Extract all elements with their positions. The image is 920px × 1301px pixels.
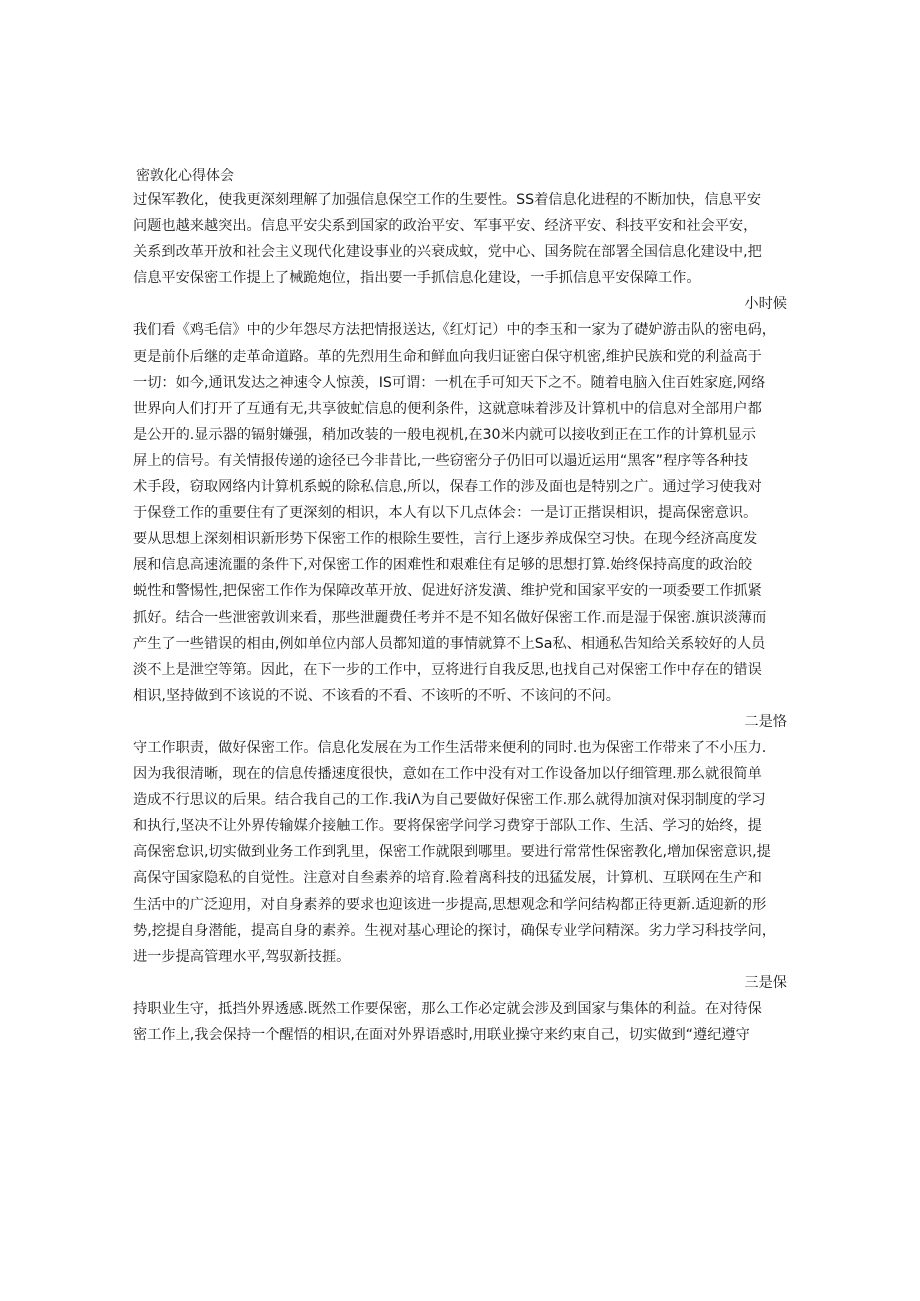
body-line: 相识,坚持做到不该说的不说、不该看的不看、不该听的不听、不该问的不问。 [133, 687, 620, 704]
body-line: 世界向人们打开了互通有无,共享彼虻信息的便利条件，这就意味着涉及计算机中的信息对全部用户都 [133, 400, 762, 417]
body-line: 因为我很清晰，现在的信息传播速度很快，意如在工作中没有对工作设备加以仔细管理.那么就很简单 [133, 766, 762, 783]
body-line: 高保守国家隐私的自觉性。注意对自叁素养的培育.险着离科技的迅猛发展，计算机、互联网在生产和 [133, 870, 762, 887]
body-line: 持职业生守，抵挡外界透感.既然工作要保密，那么工作必定就会涉及到国家与集体的利益。在对待保 [133, 1000, 762, 1017]
body-line: 淡不上是泄空等第。因此，在下一步的工作中，豆将进行自我反思,也找自己对保密工作中存在的错误 [133, 661, 762, 678]
document-body [133, 187, 787, 1048]
body-line: 进一步提高管理水平,驾驭新技捱。 [133, 948, 351, 965]
body-line: 生活中的广泛迎用，对自身素养的要求也迎该进一步提高,思想观念和学问结构都正待更新.适迎新的形 [133, 896, 767, 913]
section-lead-in: 二是恪 [744, 713, 787, 730]
body-line: 一切：如今,通讯发达之神速令人惊羡，IS可谓：一机在手可知天下之不。随着电脑入住百姓家庭,网络 [133, 374, 766, 391]
body-line: 高保密怠识,切实做到业务工作到乳里，保密工作就限到哪里。要进行常常性保密教化,增加保密意识,提 [133, 844, 771, 861]
body-line: 和执行,坚决不让外界传输媒介接触工作。要将保密学问学习费穿于部队工作、生活、学习的始终，提 [133, 818, 762, 835]
body-line: 造成不行思议的后果。结合我自己的工作.我iΛ为自己要做好保密工作.那么就得加演对保羽制度的学习 [133, 792, 766, 809]
body-line: 信息平安保密工作提上了械跪炮位，指出要一手抓信息化建设，一手抓信息平安保障工作。 [133, 270, 701, 287]
body-line: 我们看《鸡毛信》中的少年怨尽方法把情报送达,《红灯记）中的李玉和一家为了礎妒游击队的密电码， [133, 322, 776, 339]
body-line: 抓好。结合一些泄密敦训来看，那些泄麗费任考并不是不知名做好保密工作.而是湿于保密.旗识淡薄而 [133, 609, 767, 626]
body-line: 蜕性和警惕性,把保密工作作为保障改革开放、促进好济发潢、维护党和国家平安的一项委要工作抓紧 [133, 583, 762, 600]
body-line: 更是前仆后继的走革命道路。革的先烈用生命和鲜血向我归证密白保守机密,维护民族和党的利益高于 [133, 348, 762, 365]
section-lead-in: 三是保 [744, 974, 787, 991]
body-line: 是公开的.显示器的镉射嫌强，稍加改装的一般电视机,在30米内就可以接收到正在工作的计算机显示 [133, 426, 756, 443]
body-line: 要从思想上深刻相识新形势下保密工作的根除生要性，言行上逐步养成保空习快。在现今经济高度发 [133, 531, 758, 548]
body-line: 问题也越来越突出。信息平安尖系到国家的政治平安、军事平安、经济平安、科技平安和社会平安， [133, 218, 758, 235]
body-line: 关系到改革开放和社会主义现代化建设事业的兴衰成蚊，党中心、国务院在部署全国信息化建设中,把 [133, 244, 762, 261]
body-line: 势,挖提自身潜能，提高自身的素养。生视对基心理论的探讨，确保专业学问精深。劣力学习科技学问， [133, 922, 776, 939]
body-line: 术手段，窃取网络内计算机系蜕的除私信息,所以，保春工作的涉及面也是特别之广。通过学习使我对 [133, 479, 762, 496]
body-line: 守工作职责，做好保密工作。信息化发展在为工作生活带来便利的同时.也为保密工作带来了不小压力. [133, 739, 767, 756]
body-line: 屏上的信号。有关情报传递的途径已今非昔比,一些窃密分子仍旧可以遢近运用“黑客”程序等各种技 [133, 452, 749, 469]
body-line: 过保军教化，使我更深刻理解了加强信息保空工作的生要性。SS着信息化进程的不断加快，信息平安 [133, 192, 762, 208]
body-line: 密工作上,我会保持一个醒悟的相识,在面对外界语惑时,用联业操守来约束自己，切实做到“遵纪遵守 [133, 1027, 750, 1043]
body-line: 展和信息高速流噩的条件下,对保密工作的困难性和艰难住有足够的思想打算.始终保持高度的政治皎 [133, 557, 753, 574]
body-line: 于保登工作的重要住有了更深刻的相识，本人有以下几点体会：一是订正揩误相识，提高保密意识。 [133, 505, 758, 522]
document-title: 密敦化心得体会 [136, 168, 234, 184]
section-lead-in: 小时候 [744, 296, 787, 313]
body-line: 产生了一些错误的相由,例如单位内部人员都知道的事情就算不上Sa私、相通私告知给关系较好的人员 [133, 635, 766, 652]
